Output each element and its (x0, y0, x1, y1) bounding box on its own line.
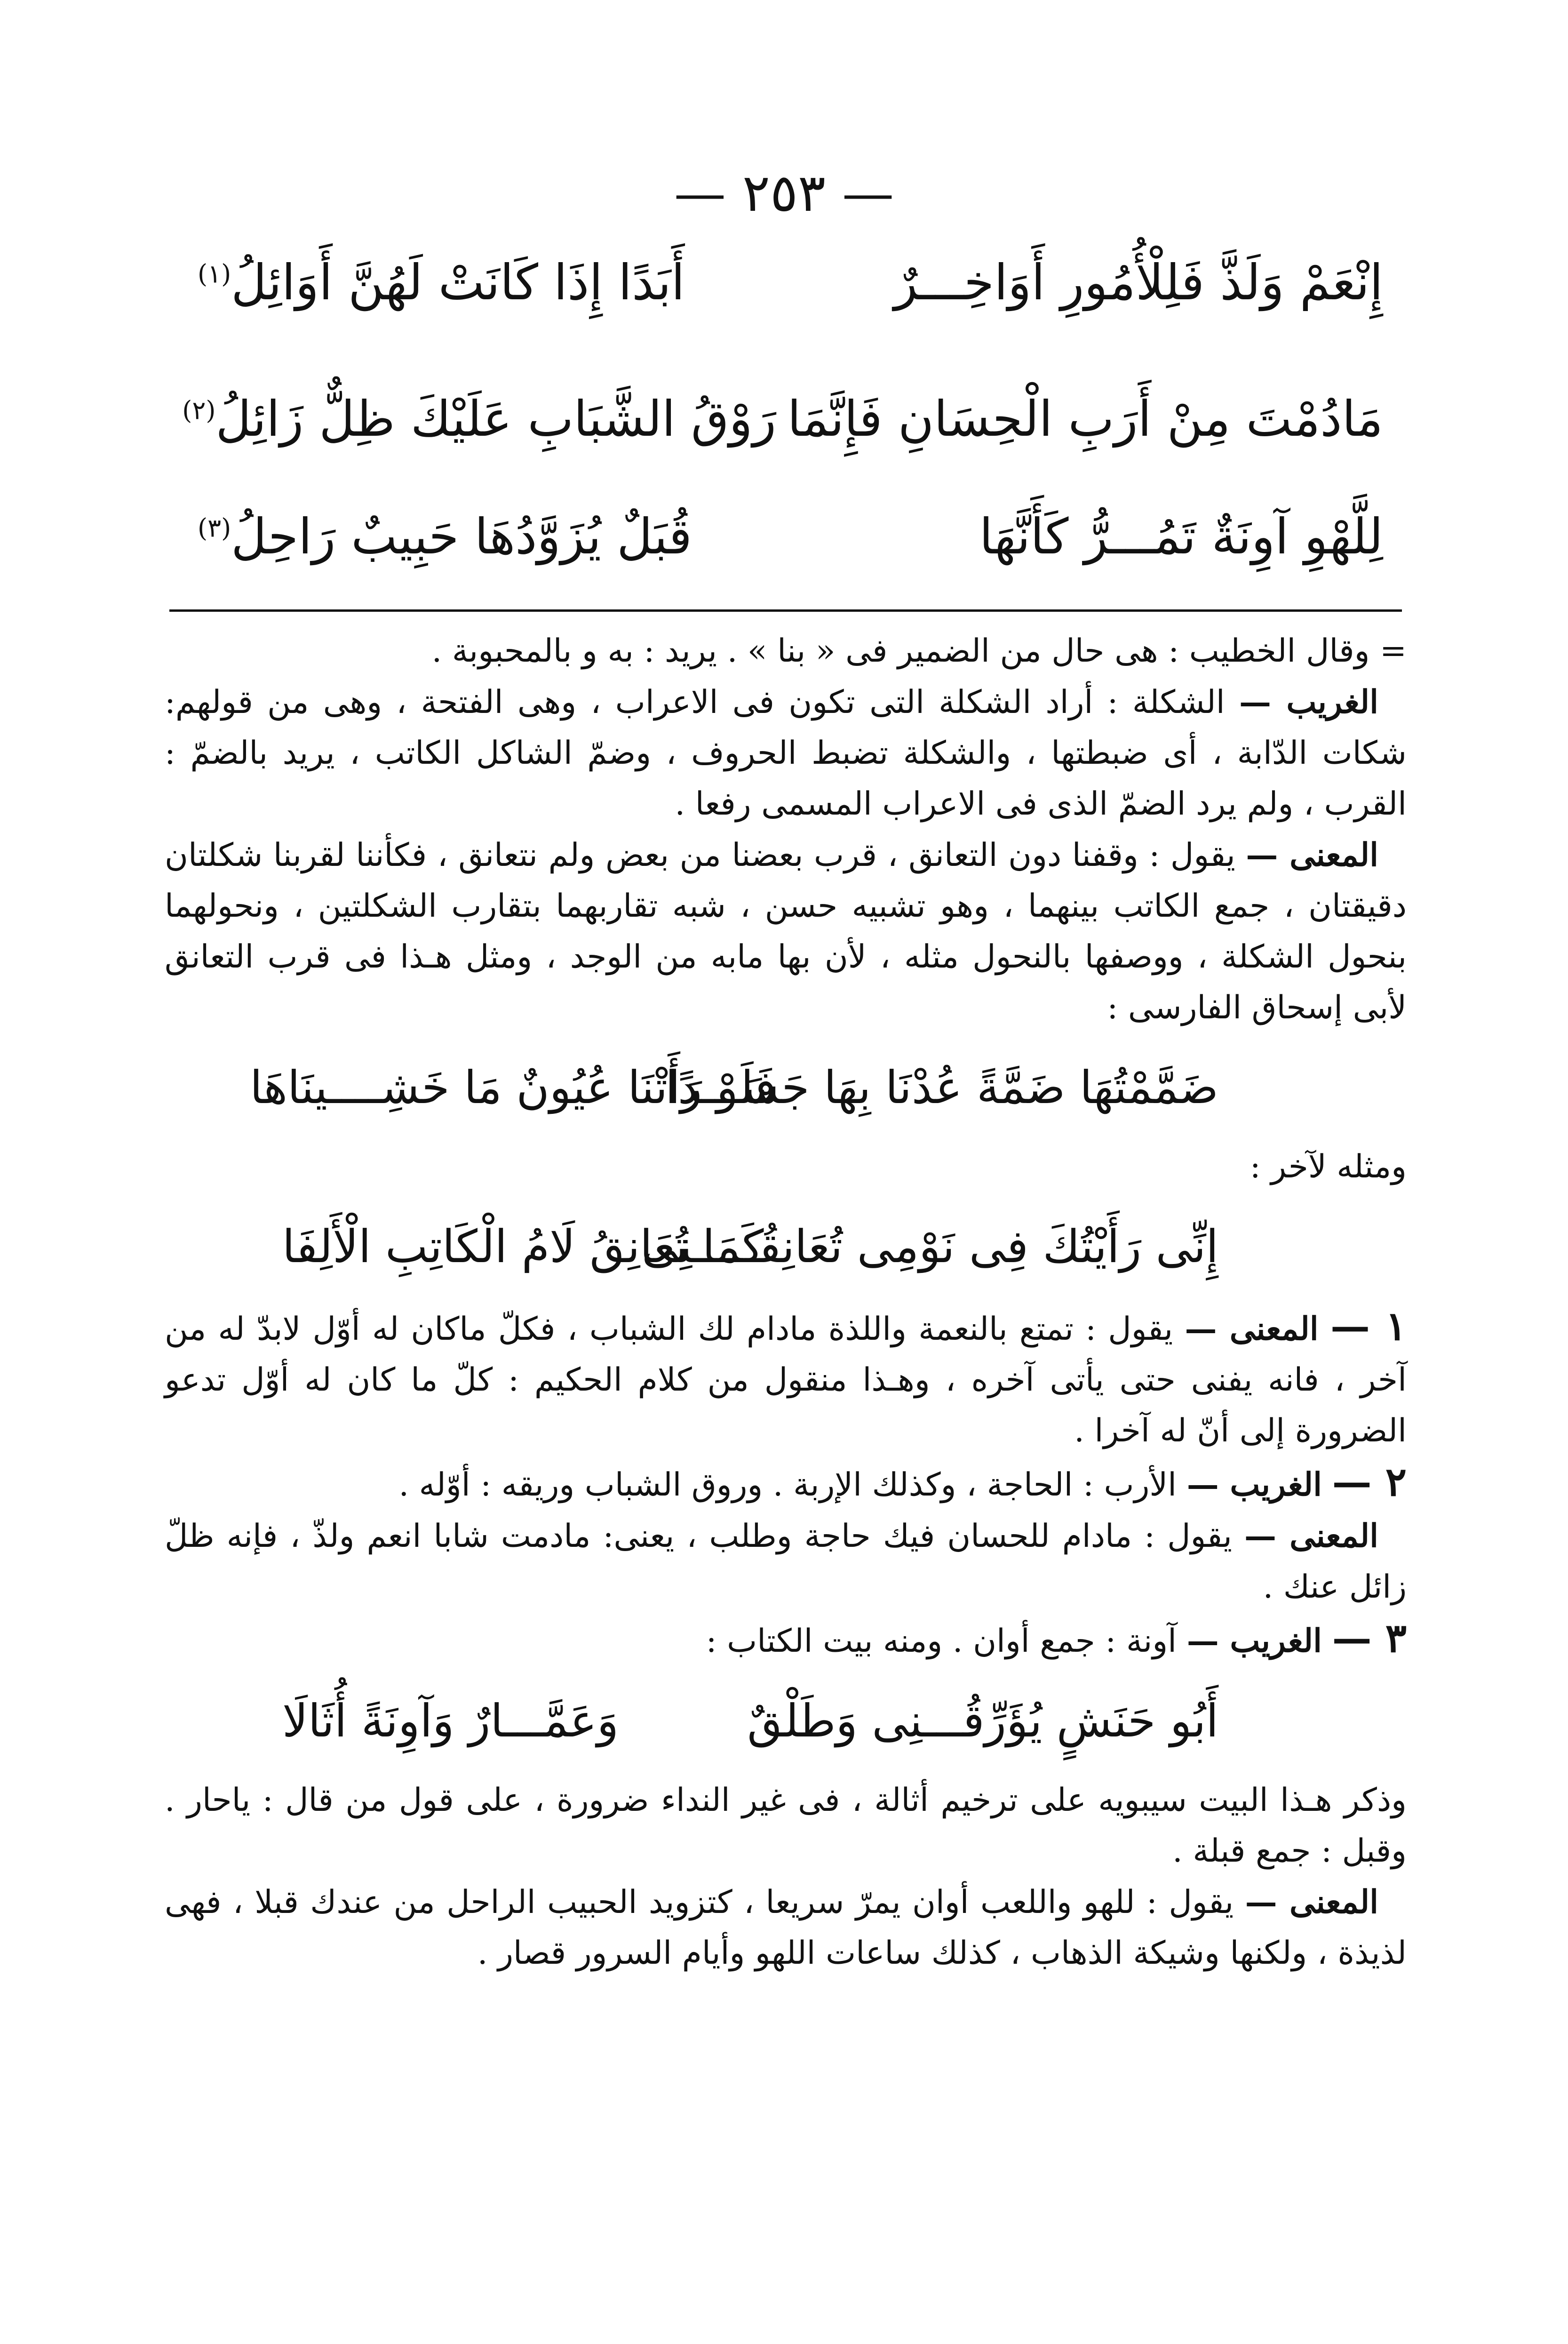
footnotes (165, 626, 1407, 1979)
note-meaning-head: المعنى — (1246, 836, 1378, 874)
verse-1-first-text: إِنْعَمْ وَلَذَّ فَلِلْأُمُورِ أَوَاخِـــرٌ (894, 254, 1383, 311)
verse-1-second-text: أَبَدًا إِذَا كَانَتْ لَهُنَّ أَوَائِلُ (231, 254, 685, 311)
footnote-3 (165, 1613, 1407, 1667)
footnote-3-number: ٣ — (1332, 1615, 1407, 1661)
footnote-mark-2: (٢) (182, 395, 216, 425)
footnote-2-number: ٢ — (1332, 1458, 1407, 1505)
quoted-verse-1-first: ضَمَّمْتُهَا ضَمَّةً عُدْنَا بِهَا جَسَـــدًا (665, 1061, 1218, 1114)
verse-3-second-text: قُبَلٌ يُزَوَّدُهَا حَبِيبٌ رَاحِلُ (231, 508, 692, 565)
verse-3-second-hemistich (198, 489, 776, 584)
page-number: — ٢٥٣ — (674, 163, 894, 223)
footnote-2-text: الأرب : الحاجة ، وكذلك الإربة . وروق الشباب وريقه : أوّله . (398, 1466, 1187, 1504)
verse-2-first-hemistich (787, 372, 1383, 466)
footnote-3-meaning-text: يقول : للهو واللعب أوان يمرّ سريعا ، كتزويد الحبيب الراحل من عندك قبلا ، فهى لذيذة ، ولكنها وشيكة الذهاب ، كذلك ساعات اللهو وأيام السرور قصار . (165, 1884, 1407, 1972)
footnote-1 (165, 1301, 1407, 1456)
footnote-2-meaning-text: يقول : مادام للحسان فيك حاجة وطلب ، يعنى: مادمت شابا انعم ولذّ ، فإنه ظلّ زائل عنك . (165, 1518, 1407, 1606)
verse-2-second-hemistich (182, 372, 776, 466)
verse-1-first-hemistich (804, 235, 1383, 329)
verse-2-second-text: رَوْقُ الشَّبَابِ عَلَيْكَ ظِلٌّ زَائِلُ (215, 390, 776, 448)
verse-3-first-text: لِلَّهْوِ آوِنَةٌ تَمُـــرُّ كَأَنَّهَا (979, 508, 1383, 565)
quoted-verse-1-second: فَلَوْ رَأَتْنَا عُيُونٌ مَا خَشِــــينَاهَا (250, 1061, 776, 1114)
footnote-mark-3: (٣) (198, 513, 231, 543)
verse-1 (198, 235, 1383, 329)
quoted-verse-3-first: أَبُو حَنَشٍ يُؤَرِّقُـــنِى وَطَلْقٌ (747, 1695, 1218, 1747)
note-gharib-text: الشكلة : أراد الشكلة التى تكون فى الاعراب ، وهى الفتحة ، وهى من قولهم: شكات الدّابة ، أى ضبطتها ، والشكلة تضبط الحروف ، وضمّ الشاكل الكاتب ، يريد بالضمّ : القرب ، ولم يرد الضمّ الذى فى الاعراب المسمى رفعا . (165, 684, 1407, 823)
quoted-verse-3 (165, 1676, 1407, 1766)
quoted-verse-1 (165, 1043, 1407, 1132)
footnote-3-text: آونة : جمع أوان . ومنه بيت الكتاب : (706, 1623, 1187, 1660)
footnote-1-text: يقول : تمتع بالنعمة واللذة مادام لك الشباب ، فكلّ ماكان له أوّل لابدّ له من آخر ، فانه يفنى حتى يأتى آخره ، وهـذا منقول من كلام الحكيم : كلّ ما كان له أوّل تدعو الضرورة إلى أنّ له آخرا . (165, 1311, 1407, 1449)
note-another: ومثله لآخر : (1250, 1148, 1407, 1185)
quoted-verse-2 (165, 1202, 1407, 1291)
quoted-verse-2-first: إِنِّى رَأَيْتُكَ فِى نَوْمِى تُعَانِقُـــــنِى (642, 1220, 1218, 1273)
footnote-1-head: المعنى — (1185, 1310, 1319, 1348)
footnote-2-head: الغريب — (1186, 1466, 1322, 1504)
note-gharib-head: الغريب — (1239, 683, 1378, 721)
note-meaning (165, 830, 1407, 1033)
verse-3 (198, 489, 1383, 584)
verse-1-second-hemistich (198, 235, 776, 329)
footnote-3-meaning-head: المعنى — (1245, 1883, 1378, 1921)
note-gharib (165, 677, 1407, 830)
note-meaning-text: يقول : وقفنا دون التعانق ، قرب بعضنا من بعض ولم نتعانق ، فكأننا لقربنا شكلتان دقيقتان ، جمع الكاتب بينهما ، وهو تشبيه حسن ، شبه تقاربهما بتقارب الشكلتين ، ونحولهما بنحول الشكلة ، ووصفها بالنحول مثله ، لأن بها مابه من الوجد ، ومثل هـذا فى قرب التعانق لأبى إسحاق الفارسى : (165, 837, 1407, 1026)
quoted-verse-2-second: كَمَا تُعَانِقُ لَامُ الْكَاتِبِ الْأَلِفَا (282, 1220, 764, 1273)
verse-2 (182, 372, 1383, 466)
footnote-2 (165, 1456, 1407, 1511)
footnote-3-head: الغريب — (1186, 1622, 1322, 1660)
footnote-1-number: ١ — (1330, 1303, 1407, 1349)
note-sibawayh: وذكر هـذا البيت سيبويه على ترخيم أثالة ، فى غير النداء ضرورة ، على قول من قال : ياحار . وقبل : جمع قبلة . (165, 1782, 1407, 1870)
quoted-verse-3-second: وَعَمَّـــارٌ وَآوِنَةً أُثَالَا (282, 1695, 619, 1747)
footnote-divider (169, 609, 1402, 612)
verse-3-first-hemistich (804, 489, 1383, 584)
footnote-3-meaning (165, 1877, 1407, 1979)
footnote-2-meaning-head: المعنى — (1244, 1517, 1378, 1555)
note-continuation: = وقال الخطيب : هى حال من الضمير فى « بنا » . يريد : به و بالمحبوبة . (431, 632, 1407, 670)
footnote-mark-1: (١) (198, 259, 231, 289)
footnote-2-meaning (165, 1511, 1407, 1613)
verse-2-first-text: مَادُمْتَ مِنْ أَرَبِ الْحِسَانِ فَإِنَّمَا (787, 390, 1383, 448)
